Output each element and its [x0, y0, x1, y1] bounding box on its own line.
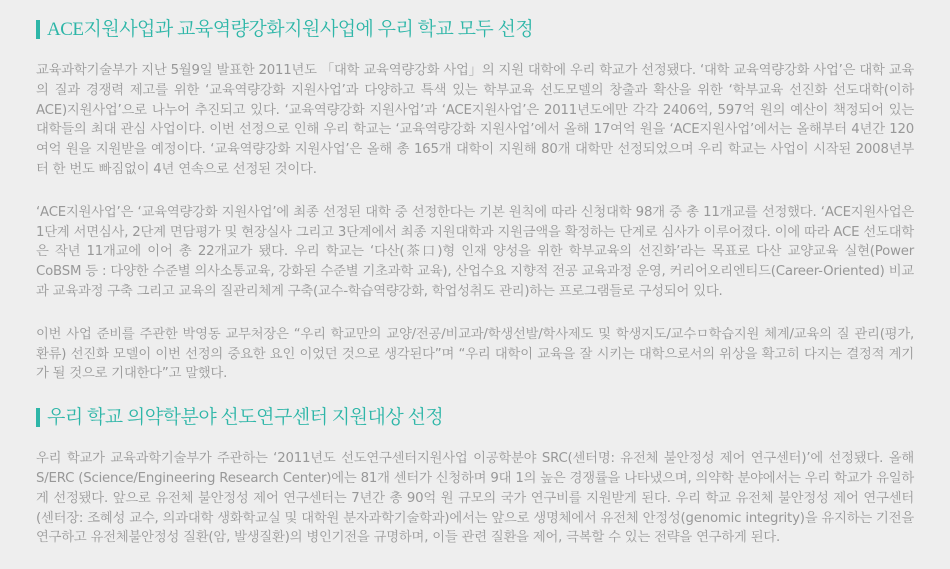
article-1-heading — [36, 19, 914, 40]
article-2-heading — [36, 407, 914, 428]
article-1-paragraph-1: 교육과학기술부가 지난 5월9일 발표한 2011년도 「대학 교육역량강화 사업」의 지원 대학에 우리 학교가 선정됐다. ‘대학 교육역량강화 사업’은 대학 교육의 질과 경쟁력 제고를 위한 ‘교육역량강화 지원사업’과 다양하고 특색 있는 학부교육 선도모델의 창출과 확산을 위한 ‘학부교육 선진화 선도대학(이하 ACE)지원사업’으로 나누어 추진되고 있다. ‘교육역량강화 지원사업’과 ‘ACE지원사업’은 2011년도에만 각각 2406억, 597억 원의 예산이 책정되어 있는 대학들의 최대 관심 사업이다. 이번 선정으로 인해 우리 학교는 ‘교육역량강화 지원사업’에서 올해 17여억 원을 ‘ACE지원사업’에서는 올해부터 4년간 120여억 원을 지원받을 예정이다. ‘교육역량강화 지원사업’은 올해 총 165개 대학이 지원해 80개 대학만 선정되었으며 우리 학교는 사업이 시작된 2008년부터 한 번도 빠짐없이 4년 연속으로 선정된 것이다. — [36, 63, 914, 177]
article-1-paragraph-2: ‘ACE지원사업’은 ‘교육역량강화 지원사업’에 최종 선정된 대학 중 선정한다는 기본 원칙에 따라 신청대학 98개 중 총 11개교를 선정했다. ‘ACE지원사업은 1단계 서면심사, 2단계 면담평가 및 현장실사 그리고 3단계에서 최종 지원대학과 지원금액을 확정하는 단계로 심사가 이루어졌다. 이에 따라 ACE 선도대학은 작년 11개교에 이어 총 22개교가 됐다. 우리 학교는 ‘다산(茶口)형 인재 양성을 위한 학부교육의 선진화’라는 목표로 다산 교양교육 실현(Power CoBSM 등 : 다양한 수준별 의사소통교육, 강화된 수준별 기초과학 교육), 산업수요 지향적 전공 교육과정 운영, 커리어오리엔티드(Career-Oriented) 비교과 교육과정 구축 그리고 교육의 질관리체계 구축(교수-학습역량강화, 학업성취도 관리)하는 프로그램들로 구성되어 있다. — [36, 204, 914, 299]
heading-bar-icon — [36, 408, 40, 427]
article-src-selection — [36, 407, 914, 548]
article-ace-selection — [36, 19, 914, 384]
article-2-paragraph-1: 우리 학교가 교육과학기술부가 주관하는 ‘2011년도 선도연구센터지원사업 이공학분야 SRC(센터명: 유전체 불안정성 제어 연구센터)’에 선정됐다. 올해 S/ERC (Science/Engineering Research Center)에는 81개 센터가 신청하며 9대 1의 높은 경쟁률을 나타냈으며, 의약학 분야에서는 우리 학교가 유일하게 선정됐다. 앞으로 유전체 불안정성 제어 연구센터는 7년간 총 90억 원 규모의 국가 연구비를 지원받게 된다. 우리 학교 유전체 불안정성 제어 연구센터(센터장: 조혜성 교수, 의과대학 생화학교실 및 대학원 분자과학기술학과)에서는 앞으로 생명체에서 유전체 안정성(genomic integrity)을 유지하는 기전을 연구하고 유전체불안정성 질환(암, 발생질환)의 병인기전을 규명하며, 이들 관련 질환을 제어, 극복할 수 있는 전략을 연구하게 된다. — [36, 451, 914, 546]
article-1-title: ACE지원사업과 교육역량강화지원사업에 우리 학교 모두 선정 — [47, 19, 534, 40]
article-1-paragraph-3: 이번 사업 준비를 주관한 박영동 교무처장은 “우리 학교만의 교양/전공/비교과/학생선발/학사제도 및 학생지도/교수ㅁ학습지원 체계/교육의 질 관리(평가, 환류) 선진화 모델이 이번 선정의 중요한 요인 이었던 것으로 생각된다”며 “우리 대학이 교육을 잘 시키는 대학으로서의 위상을 확고히 다지는 결정적 계기가 될 것으로 기대한다”고 말했다. — [36, 326, 914, 382]
article-2-title: 우리 학교 의약학분야 선도연구센터 지원대상 선정 — [47, 407, 444, 429]
heading-bar-icon — [36, 20, 40, 39]
